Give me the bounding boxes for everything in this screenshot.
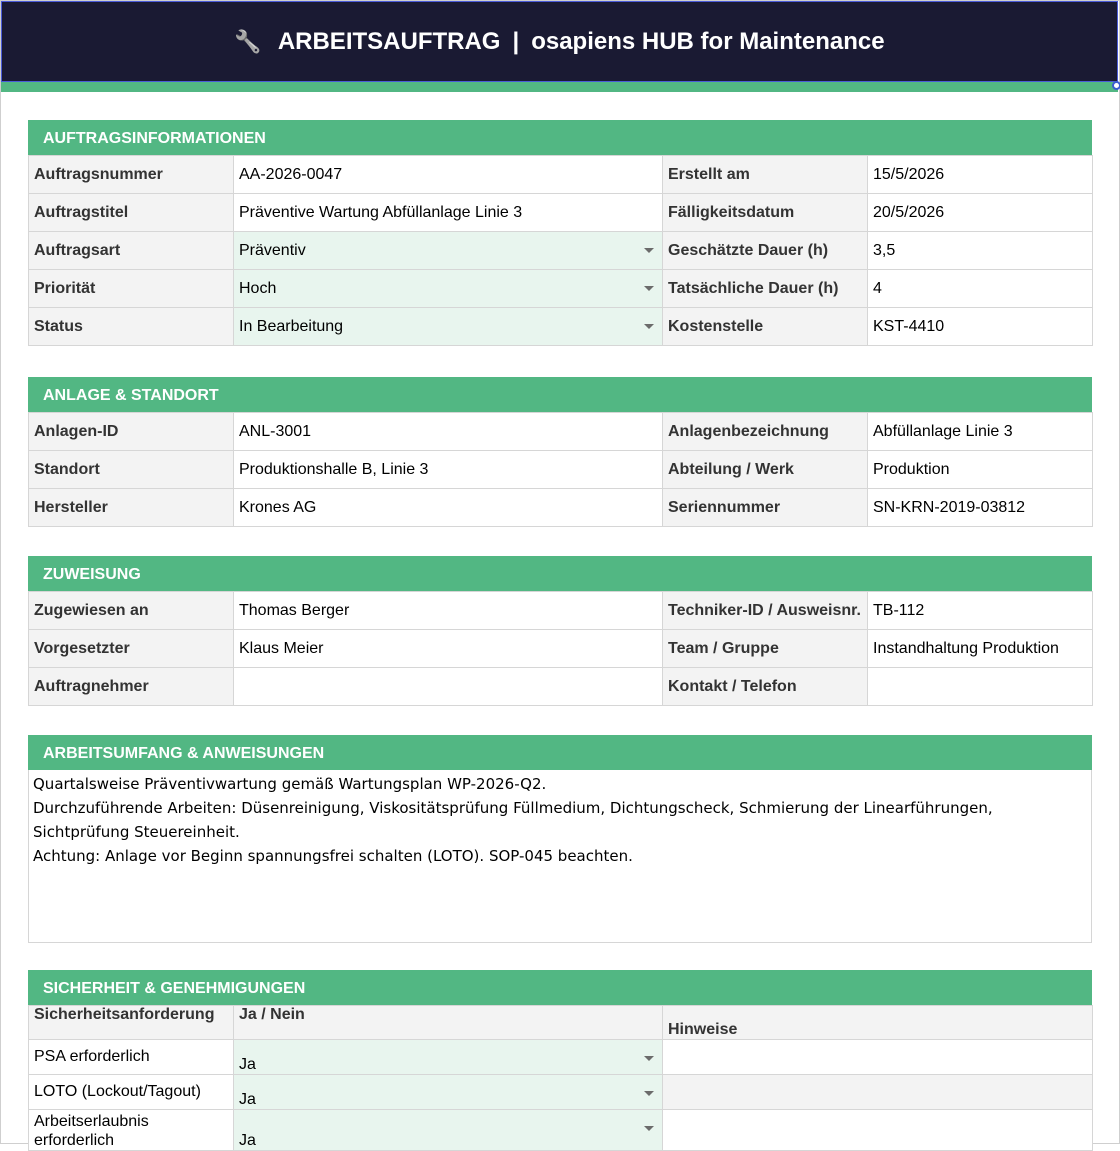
- instruction-line: Quartalsweise Präventivwartung gemäß Wartungsplan WP-2026-Q2.: [33, 775, 547, 793]
- table-row: [29, 413, 1093, 451]
- table-row: [29, 308, 1093, 346]
- accent-strip: [1, 82, 1118, 92]
- table-row: [29, 1006, 1093, 1040]
- dropdown-value: Hoch: [239, 279, 277, 297]
- table-row: [29, 232, 1093, 270]
- chevron-down-icon[interactable]: [644, 324, 654, 329]
- instruction-line: Durchzuführende Arbeiten: Düsenreinigung, Viskositätsprüfung Füllmedium, Dichtungscheck, Schmierung der Linearführungen,: [33, 799, 993, 817]
- section-header: ARBEITSUMFANG & ANWEISUNGEN: [28, 735, 1092, 770]
- field-label: Fälligkeitsdatum: [663, 194, 868, 232]
- work-permit-dropdown[interactable]: [234, 1110, 663, 1151]
- resize-handle[interactable]: [1112, 81, 1120, 90]
- dropdown-value: Präventiv: [239, 241, 306, 259]
- actual-duration-field[interactable]: 4: [868, 270, 1093, 308]
- page-title: ARBEITSAUFTRAG: [277, 27, 501, 55]
- dropdown-value: In Bearbeitung: [239, 317, 344, 335]
- manufacturer-field[interactable]: Krones AG: [234, 489, 663, 527]
- instruction-line: Achtung: Anlage vor Beginn spannungsfrei schalten (LOTO). SOP-045 beachten.: [33, 847, 633, 865]
- instructions-textarea[interactable]: [28, 770, 1092, 943]
- table-row: [29, 1040, 1093, 1075]
- field-label: Zugewiesen an: [29, 592, 234, 630]
- field-label: Anlagenbezeichnung: [663, 413, 868, 451]
- team-field[interactable]: Instandhaltung Produktion: [868, 630, 1093, 668]
- column-header: Hinweise: [663, 1006, 1093, 1040]
- asset-id-field[interactable]: ANL-3001: [234, 413, 663, 451]
- section-order-info: [28, 120, 1092, 346]
- field-label: Standort: [29, 451, 234, 489]
- wrench-icon: 🔧: [234, 28, 262, 54]
- section-header: ZUWEISUNG: [28, 556, 1092, 591]
- location-field[interactable]: Produktionshalle B, Linie 3: [234, 451, 663, 489]
- order-number-field[interactable]: AA-2026-0047: [234, 156, 663, 194]
- field-label: Erstellt am: [663, 156, 868, 194]
- column-header: Sicherheitsanforderung: [29, 1006, 234, 1040]
- field-label: Vorgesetzter: [29, 630, 234, 668]
- section-asset: [28, 377, 1092, 527]
- field-label: Kostenstelle: [663, 308, 868, 346]
- table-row: [29, 1110, 1093, 1151]
- field-label: Hersteller: [29, 489, 234, 527]
- column-header: Ja / Nein: [234, 1006, 663, 1040]
- instruction-line: Sichtprüfung Steuereinheit.: [33, 823, 240, 841]
- loto-dropdown[interactable]: [234, 1075, 663, 1110]
- title-separator: |: [512, 27, 520, 55]
- field-label: Status: [29, 308, 234, 346]
- order-type-dropdown[interactable]: [234, 232, 663, 270]
- chevron-down-icon[interactable]: [644, 248, 654, 253]
- section-header: AUFTRAGSINFORMATIONEN: [28, 120, 1092, 155]
- safety-requirement: Arbeitserlaubnis erforderlich: [29, 1110, 234, 1151]
- field-label: Techniker-ID / Ausweisnr.: [663, 592, 868, 630]
- dropdown-value: Ja: [239, 1132, 256, 1149]
- dropdown-value: Ja: [239, 1091, 256, 1108]
- app-header: [1, 1, 1118, 82]
- contact-phone-field[interactable]: [868, 668, 1093, 706]
- table-row: [29, 489, 1093, 527]
- contractor-field[interactable]: [234, 668, 663, 706]
- field-label: Abteilung / Werk: [663, 451, 868, 489]
- field-label: Seriennummer: [663, 489, 868, 527]
- serial-number-field[interactable]: SN-KRN-2019-03812: [868, 489, 1093, 527]
- safety-table: [28, 1005, 1093, 1151]
- field-label: Anlagen-ID: [29, 413, 234, 451]
- section-assignment: [28, 556, 1092, 706]
- app-subtitle: osapiens HUB for Maintenance: [531, 27, 885, 55]
- section-scope: [28, 735, 1092, 943]
- asset-name-field[interactable]: Abfüllanlage Linie 3: [868, 413, 1093, 451]
- order-info-table: [28, 155, 1093, 346]
- supervisor-field[interactable]: Klaus Meier: [234, 630, 663, 668]
- dropdown-value: Ja: [239, 1056, 256, 1073]
- asset-table: [28, 412, 1093, 527]
- chevron-down-icon[interactable]: [644, 1056, 654, 1061]
- cost-center-field[interactable]: KST-4410: [868, 308, 1093, 346]
- assigned-to-field[interactable]: Thomas Berger: [234, 592, 663, 630]
- field-label: Geschätzte Dauer (h): [663, 232, 868, 270]
- field-label: Auftragsart: [29, 232, 234, 270]
- safety-requirement: LOTO (Lockout/Tagout): [29, 1075, 234, 1110]
- ppe-required-dropdown[interactable]: [234, 1040, 663, 1075]
- chevron-down-icon[interactable]: [644, 286, 654, 291]
- section-safety: [28, 970, 1092, 1151]
- section-header: ANLAGE & STANDORT: [28, 377, 1092, 412]
- field-label: Kontakt / Telefon: [663, 668, 868, 706]
- table-row: [29, 156, 1093, 194]
- order-title-field[interactable]: Präventive Wartung Abfüllanlage Linie 3: [234, 194, 663, 232]
- field-label: Auftragnehmer: [29, 668, 234, 706]
- safety-requirement: PSA erforderlich: [29, 1040, 234, 1075]
- table-row: [29, 194, 1093, 232]
- table-row: [29, 668, 1093, 706]
- created-date-field[interactable]: 15/5/2026: [868, 156, 1093, 194]
- priority-dropdown[interactable]: [234, 270, 663, 308]
- safety-note-field[interactable]: [663, 1040, 1093, 1075]
- safety-note-field[interactable]: [663, 1110, 1093, 1151]
- estimated-duration-field[interactable]: 3,5: [868, 232, 1093, 270]
- table-row: [29, 592, 1093, 630]
- field-label: Auftragsnummer: [29, 156, 234, 194]
- status-dropdown[interactable]: [234, 308, 663, 346]
- chevron-down-icon[interactable]: [644, 1126, 654, 1131]
- field-label: Tatsächliche Dauer (h): [663, 270, 868, 308]
- safety-note-field[interactable]: [663, 1075, 1093, 1110]
- table-row: [29, 451, 1093, 489]
- table-row: [29, 270, 1093, 308]
- due-date-field[interactable]: 20/5/2026: [868, 194, 1093, 232]
- table-row: [29, 1075, 1093, 1110]
- assignment-table: [28, 591, 1093, 706]
- section-header: SICHERHEIT & GENEHMIGUNGEN: [28, 970, 1092, 1005]
- department-field[interactable]: Produktion: [868, 451, 1093, 489]
- field-label: Priorität: [29, 270, 234, 308]
- field-label: Auftragstitel: [29, 194, 234, 232]
- chevron-down-icon[interactable]: [644, 1091, 654, 1096]
- table-row: [29, 630, 1093, 668]
- field-label: Team / Gruppe: [663, 630, 868, 668]
- technician-id-field[interactable]: TB-112: [868, 592, 1093, 630]
